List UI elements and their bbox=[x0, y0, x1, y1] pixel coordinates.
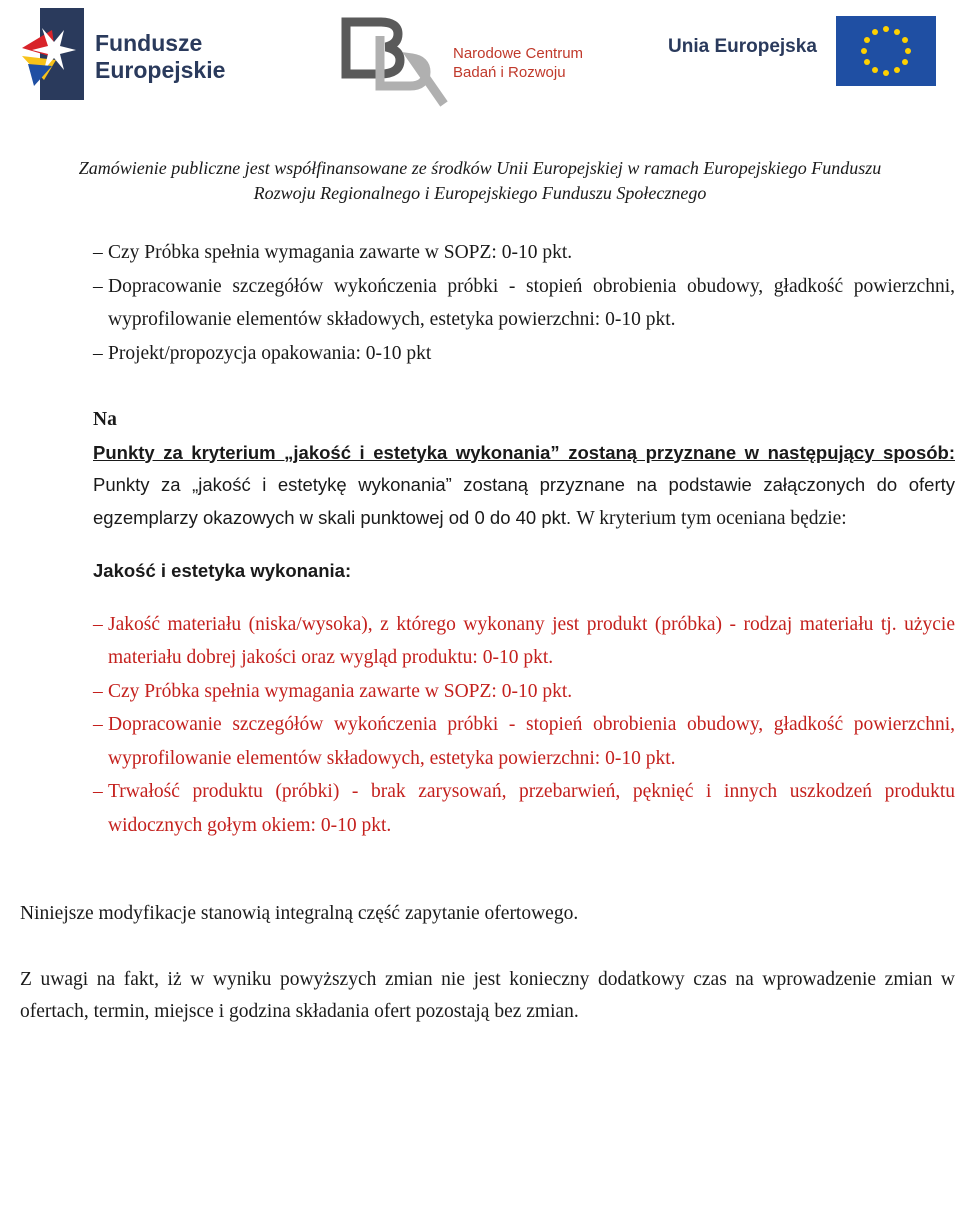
list-item: – Trwałość produktu (próbki) - brak zarysowań, przebarwień, pęknięć i innych uszkodzeń produktu widocznych gołym okiem: 0-10 pkt. bbox=[93, 781, 955, 836]
cofinancing-note-line: Zamówienie publiczne jest współfinansowane ze środków Unii Europejskiej w ramach Europejskiego Funduszu bbox=[78, 158, 882, 178]
unia-europejska-wordmark: Unia Europejska bbox=[668, 36, 817, 57]
cofinancing-note bbox=[0, 156, 960, 206]
list-item-text: Czy Próbka spełnia wymagania zawarte w SOPZ: 0-10 pkt. bbox=[108, 242, 573, 263]
list-item-text: Jakość materiału (niska/wysoka), z którego wykonany jest produkt (próbka) - rodzaj materiału tj. użycie materiału dobrej jakości oraz wygląd produktu: 0-10 pkt. bbox=[108, 613, 955, 668]
na-label: Na bbox=[93, 409, 117, 430]
fundusze-europejskie-logo bbox=[22, 8, 242, 103]
criterion-heading bbox=[93, 437, 955, 470]
criteria-list-1 bbox=[0, 236, 960, 370]
list-item-text: Dopracowanie szczegółów wykończenia próbki - stopień obrobienia obudowy, gładkość powierzchni, wyprofilowanie elementów składowych, estetyka powierzchni: 0-10 pkt. bbox=[108, 714, 955, 769]
logo-line: Europejskie bbox=[95, 57, 226, 83]
list-item: – Jakość materiału (niska/wysoka), z którego wykonany jest produkt (próbka) - rodzaj materiału tj. użycie materiału dobrej jakości oraz wygląd produktu: 0-10 pkt. bbox=[93, 613, 955, 668]
ncbr-wordmark bbox=[453, 44, 583, 82]
list-item-text: Czy Próbka spełnia wymagania zawarte w SOPZ: 0-10 pkt. bbox=[108, 680, 573, 702]
ncbr-logo bbox=[340, 14, 590, 114]
eu-flag-icon bbox=[836, 16, 936, 86]
list-item-text: Trwałość produktu (próbki) - brak zarysowań, przebarwień, pęknięć i innych uszkodzeń produktu widocznych gołym okiem: 0-10 pkt. bbox=[108, 781, 955, 836]
logo-line: Narodowe Centrum bbox=[453, 45, 584, 62]
list-item-text: Dopracowanie szczegółów wykończenia próbki - stopień obrobienia obudowy, gładkość powierzchni, wyprofilowanie elementów składowych, estetyka powierzchni: 0-10 pkt. bbox=[108, 275, 955, 330]
quality-heading: Jakość i estetyka wykonania: bbox=[93, 560, 352, 581]
list-item: – Czy Próbka spełnia wymagania zawarte w SOPZ: 0-10 pkt. bbox=[93, 680, 573, 702]
list-item: – Czy Próbka spełnia wymagania zawarte w SOPZ: 0-10 pkt. bbox=[93, 242, 573, 263]
criteria-list-2 bbox=[0, 608, 960, 843]
fundusze-europejskie-wordmark bbox=[95, 30, 225, 84]
list-item: – Dopracowanie szczegółów wykończenia próbki - stopień obrobienia obudowy, gładkość powierzchni, wyprofilowanie elementów składowych, estetyka powierzchni: 0-10 pkt. bbox=[93, 275, 955, 330]
fundusze-europejskie-emblem-icon bbox=[22, 8, 84, 100]
ncbr-br-monogram-icon bbox=[340, 14, 450, 109]
closing-paragraph-2: Z uwagi na fakt, iż w wyniku powyższych zmian nie jest konieczny dodatkowy czas na wprowadzenie zmian w ofertach, termin, miejsce i godzina składania ofert pozostają bez zmian. bbox=[20, 968, 955, 1022]
closing-paragraph-1: Niniejsze modyfikacje stanowią integralną część zapytanie ofertowego. bbox=[20, 903, 579, 924]
logo-line: Fundusze bbox=[95, 30, 203, 56]
unia-europejska-logo bbox=[668, 16, 938, 88]
document-body bbox=[0, 232, 960, 1029]
criterion-paragraph bbox=[93, 469, 955, 535]
list-item: – Projekt/propozycja opakowania: 0-10 pkt bbox=[93, 342, 432, 364]
list-item-text: Projekt/propozycja opakowania: 0-10 pkt bbox=[108, 342, 432, 364]
criterion-paragraph-tail: W kryterium tym oceniana będzie: bbox=[576, 507, 847, 529]
list-item: – Dopracowanie szczegółów wykończenia próbki - stopień obrobienia obudowy, gładkość powierzchni, wyprofilowanie elementów składowych, estetyka powierzchni: 0-10 pkt. bbox=[93, 714, 955, 769]
logo-line: Badań i Rozwoju bbox=[453, 64, 566, 81]
cofinancing-note-line: Rozwoju Regionalnego i Europejskiego Funduszu Społecznego bbox=[253, 183, 707, 203]
logo-bar bbox=[0, 0, 960, 120]
criterion-heading-text: Punkty za kryterium „jakość i estetyka wykonania” zostaną przyznane w następujący sposób: bbox=[93, 441, 955, 463]
criterion-paragraph-text: Punkty za „jakość i estetykę wykonania” zostaną przyznane na podstawie załączonych do oferty egzemplarzy okazowych w skali punktowej od 0 do 40 pkt. bbox=[93, 474, 955, 528]
